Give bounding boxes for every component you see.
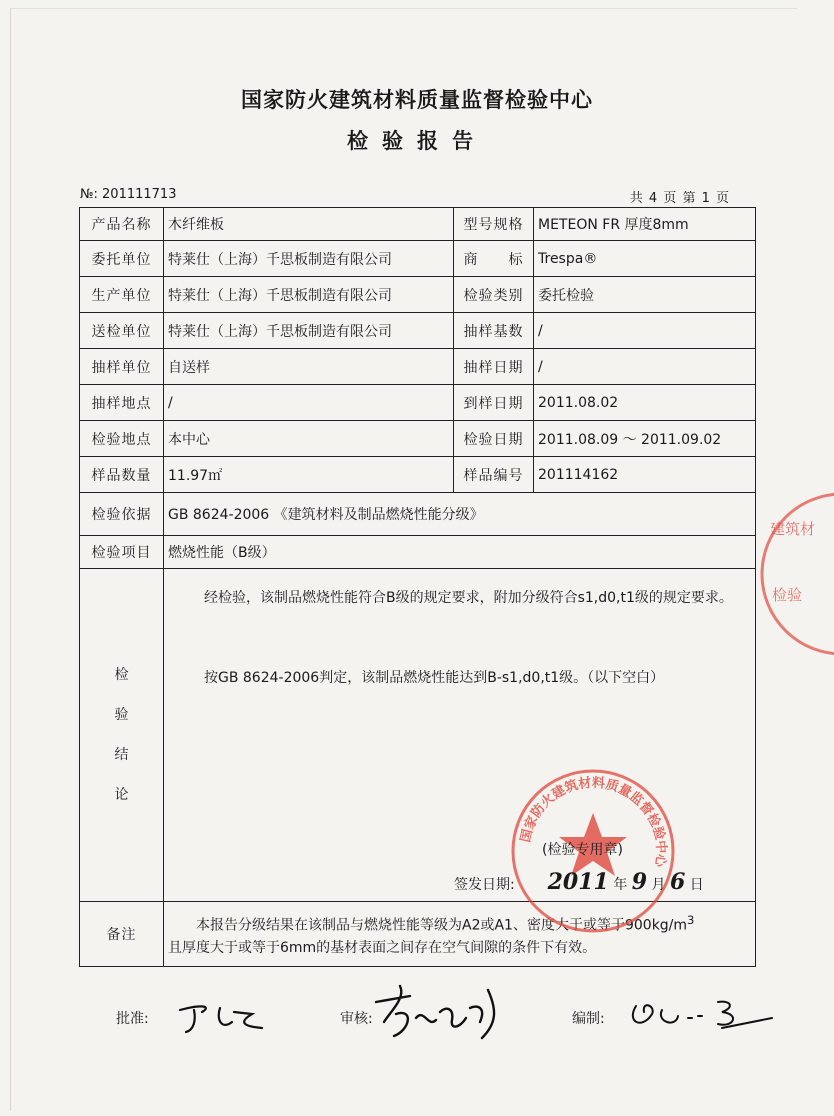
conclusion-label-char: 结 [114, 747, 129, 763]
item-label: 检验项目 [80, 536, 164, 569]
item-row [80, 536, 756, 569]
field-value: Trespa® [534, 241, 756, 277]
field-value: / [164, 385, 454, 421]
field-value: 木纤维板 [164, 208, 454, 241]
year-unit: 年 [613, 877, 628, 893]
field-label: 到样日期 [454, 385, 534, 421]
field-label: 商 标 [454, 241, 534, 277]
field-value: 11.97㎡ [164, 457, 454, 493]
field-label: 送检单位 [80, 313, 164, 349]
field-label: 检验地点 [80, 421, 164, 457]
field-label: 生产单位 [80, 277, 164, 313]
field-label: 检验日期 [454, 421, 534, 457]
report-title: 检验报告 [347, 129, 487, 153]
field-value: 特莱仕（上海）千思板制造有限公司 [164, 241, 454, 277]
review-label: 审核: [340, 1011, 373, 1027]
field-value: 本中心 [164, 421, 454, 457]
field-value: 自送样 [164, 349, 454, 385]
info-row [80, 277, 756, 313]
field-label: 样品编号 [454, 457, 534, 493]
conclusion-row [80, 569, 756, 902]
info-row [80, 313, 756, 349]
conclusion-label-char: 论 [114, 787, 129, 803]
basis-row [80, 493, 756, 536]
item-value: 燃烧性能（B级） [164, 536, 756, 569]
remark-line-2: 且厚度大于或等于6mm的基材表面之间存在空气间隙的条件下有效。 [168, 939, 597, 956]
remark-superscript: 3 [687, 913, 695, 928]
field-value: 特莱仕（上海）千思板制造有限公司 [164, 277, 454, 313]
approve-signature [172, 1000, 272, 1036]
basis-value: GB 8624-2006 《建筑材料及制品燃烧性能分级》 [164, 493, 756, 536]
info-row [80, 457, 756, 493]
field-value: 2011.08.09 ～ 2011.09.02 [534, 421, 756, 457]
month-unit: 月 [651, 877, 666, 893]
remark-label: 备注 [80, 902, 164, 967]
remark-line-1: 本报告分级结果在该制品与燃烧性能等级为A2或A1、密度大于或等于900kg/m [196, 917, 688, 934]
report-table [79, 207, 756, 967]
info-row [80, 421, 756, 457]
conclusion-body [164, 569, 756, 902]
compile-signature [622, 994, 782, 1038]
partial-seal [756, 488, 816, 660]
field-value: METEON FR 厚度8mm [534, 208, 756, 241]
seal-text: 国家防火建筑材料质量监督检验中心 [518, 775, 669, 868]
partial-seal-text-2: 检验 [772, 586, 803, 604]
report-number: №: 201111713 [80, 187, 177, 202]
conclusion-paragraph: 经检验，该制品燃烧性能符合B级的规定要求，附加分级符合s1,d0,t1级的规定要求。 [204, 590, 733, 606]
issue-date [454, 869, 704, 895]
info-row [80, 208, 756, 241]
field-label: 委托单位 [80, 241, 164, 277]
field-value: / [534, 349, 756, 385]
issue-date-label: 签发日期: [454, 877, 515, 893]
field-value: 特莱仕（上海）千思板制造有限公司 [164, 313, 454, 349]
field-label: 抽样单位 [80, 349, 164, 385]
info-row [80, 349, 756, 385]
day-unit: 日 [689, 877, 704, 893]
field-label: 型号规格 [454, 208, 534, 241]
field-value: 2011.08.02 [534, 385, 756, 421]
field-label: 样品数量 [80, 457, 164, 493]
page-count: 共 4 页 第 1 页 [629, 191, 730, 206]
issue-year: 2011 [547, 869, 609, 895]
stamp-label: (检验专用章) [542, 842, 623, 858]
field-value: 201114162 [534, 457, 756, 493]
conclusion-label [80, 569, 164, 902]
field-value: / [534, 313, 756, 349]
review-signature [370, 978, 530, 1044]
org-title: 国家防火建筑材料质量监督检验中心 [241, 88, 593, 112]
issue-month: 9 [631, 869, 648, 895]
conclusion-label-char: 验 [114, 707, 129, 723]
conclusion-judgement: 按GB 8624-2006判定，该制品燃烧性能达到B-s1,d0,t1级。（以下空白） [204, 670, 665, 686]
field-label: 抽样日期 [454, 349, 534, 385]
issue-day: 6 [669, 869, 686, 895]
partial-seal-text: 建筑材 [770, 520, 816, 538]
conclusion-label-char: 检 [114, 667, 129, 683]
info-row [80, 241, 756, 277]
field-label: 抽样基数 [454, 313, 534, 349]
info-row [80, 385, 756, 421]
approve-label: 批准: [116, 1011, 149, 1027]
field-value: 委托检验 [534, 277, 756, 313]
field-label: 检验类别 [454, 277, 534, 313]
field-label: 抽样地点 [80, 385, 164, 421]
field-label: 产品名称 [80, 208, 164, 241]
basis-label: 检验依据 [80, 493, 164, 536]
compile-label: 编制: [572, 1011, 605, 1027]
